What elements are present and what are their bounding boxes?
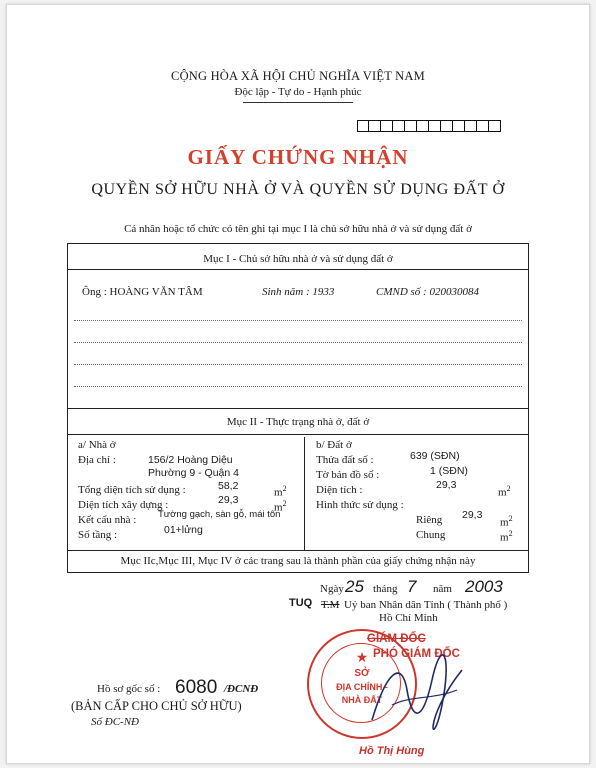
record-label: Hồ sơ gốc số : <box>97 683 161 695</box>
plot-value: 639 (SĐN) <box>410 450 460 462</box>
signer-name: Hồ Thị Hùng <box>359 745 425 757</box>
floors-label: Số tầng : <box>78 529 118 541</box>
authority-line1: Uỷ ban Nhân dân Tỉnh ( Thành phố ) <box>344 599 508 611</box>
section1-heading: Mục I - Chủ sở hữu nhà ở và sử dụng đất ở <box>203 253 393 265</box>
intro-text: Cá nhân hoặc tổ chức có tên ghi tại mục I là chủ sở hữu nhà ở và sử dụng đất ở <box>124 223 472 235</box>
motto: Độc lập - Tự do - Hạnh phúc <box>234 86 362 98</box>
role-deputy-director: PHÓ GIÁM ĐỐC <box>373 648 460 660</box>
plot-label: Thửa đất số : <box>316 454 374 466</box>
build-area-label: Diện tích xây dựng : <box>78 499 169 511</box>
motto-underline <box>243 102 353 103</box>
structure-label: Kết cấu nhà : <box>78 514 137 526</box>
authority-line2: Hồ Chí Minh <box>379 612 438 624</box>
private-unit: $m^2$ <box>500 514 513 529</box>
owner-birth-year: Sinh năm : 1933 <box>262 286 335 298</box>
seal-text-middle: ĐỊA CHÍNH - <box>336 682 388 692</box>
seal-text-top: SỞ <box>354 668 370 679</box>
private-value: 29,3 <box>462 509 483 521</box>
nation-header: CỘNG HÒA XÃ HỘI CHỦ NGHĨA VIỆT NAM <box>171 69 425 83</box>
date-prefix: Ngày <box>320 583 344 595</box>
structure-value: Tường gạch, sàn gỗ, mái tôn <box>158 509 281 520</box>
build-area-value: 29,3 <box>218 494 239 506</box>
serial-number-boxes <box>357 120 501 132</box>
tuq-label: TUQ <box>289 597 313 609</box>
usage-label: Hình thức sử dụng : <box>316 499 404 511</box>
floors-value: 01+lửng <box>164 524 203 536</box>
signature <box>362 650 472 730</box>
record-number: 6080 <box>175 677 218 698</box>
map-label: Tờ bản đồ số : <box>316 469 380 481</box>
land-area-label: Diện tích : <box>316 484 363 496</box>
record-code: Số ĐC-NĐ <box>91 716 139 728</box>
footer-note: Mục IIc,Mục III, Mục IV ở các trang sau là thành phần của giấy chứng nhận này <box>120 555 476 567</box>
address-line2: Phường 9 - Quận 4 <box>148 467 239 479</box>
record-issued: (BẢN CẤP CHO CHỦ SỞ HỮU) <box>71 699 242 713</box>
build-area-unit: $m^2$ <box>274 499 287 514</box>
date-day: 25 <box>345 577 364 596</box>
address-label: Địa chỉ : <box>78 454 116 466</box>
date-month-label: tháng <box>373 583 398 595</box>
address-line1: 156/2 Hoàng Diệu <box>148 454 233 466</box>
date-year: 2003 <box>465 577 503 596</box>
info-frame <box>67 243 529 573</box>
record-suffix: /ĐCNĐ <box>224 683 259 695</box>
date-year-label: năm <box>433 583 452 595</box>
seal-star-icon: ★ <box>355 651 369 666</box>
date-month: 7 <box>407 577 417 596</box>
owner-name: Ông : HOÀNG VĂN TÂM <box>82 286 203 298</box>
total-area-value: 58,2 <box>218 480 239 492</box>
seal-text-bottom: NHÀ ĐẤT <box>341 695 383 705</box>
map-value: 1 (SĐN) <box>430 465 468 477</box>
house-heading: a/ Nhà ở <box>78 439 116 451</box>
private-label: Riêng <box>416 514 443 526</box>
land-area-value: 29,3 <box>436 479 457 491</box>
certificate-title: GIẤY CHỨNG NHẬN <box>187 145 409 169</box>
total-area-label: Tổng diện tích sử dụng : <box>78 484 186 496</box>
total-area-unit: $m^2$ <box>274 484 287 499</box>
tm-label: T.M <box>321 599 340 611</box>
owner-id-number: CMND số : 020030084 <box>376 286 479 298</box>
certificate-subtitle: QUYỀN SỞ HỮU NHÀ Ở VÀ QUYỀN SỬ DỤNG ĐẤT Ở <box>91 181 505 198</box>
land-heading: b/ Đất ở <box>316 439 352 451</box>
shared-unit: $m^2$ <box>500 529 513 544</box>
shared-label: Chung <box>416 529 446 541</box>
land-area-unit: $m^2$ <box>498 484 511 499</box>
section2-heading: Mục II - Thực trạng nhà ở, đất ở <box>226 416 370 428</box>
certificate-page <box>6 4 590 764</box>
role-director: GIÁM ĐỐC <box>367 633 426 645</box>
